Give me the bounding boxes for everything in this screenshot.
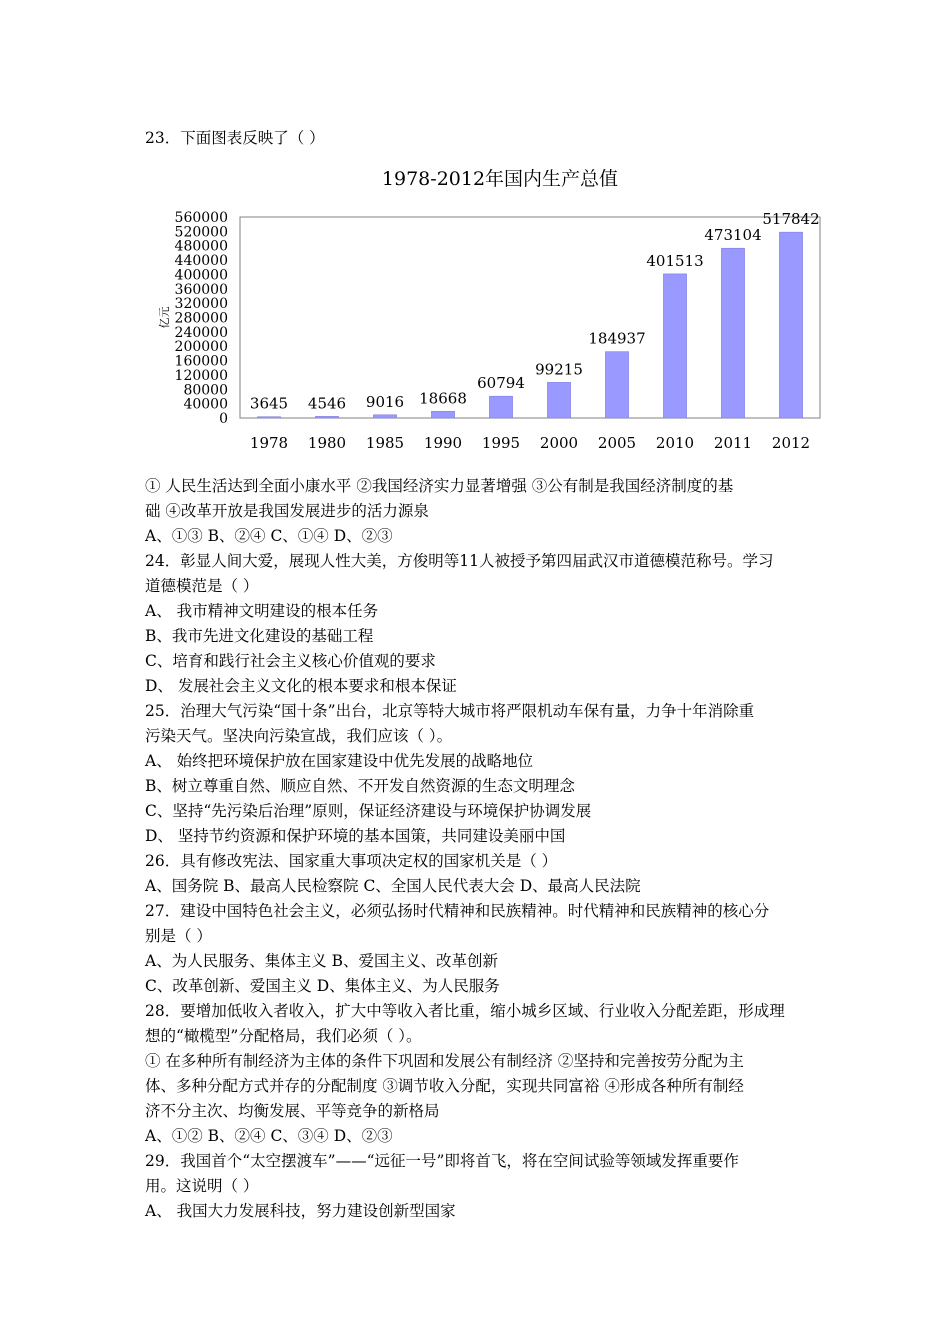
text-line: A、为人民服务、集体主义 B、爱国主义、改革创新 — [145, 952, 499, 970]
text-line: 29．我国首个“太空摆渡车”——“远征一号”即将首飞，将在空间试验等领域发挥重要作 — [145, 1152, 739, 1170]
x-tick-label: 1990 — [423, 434, 463, 452]
text-line: A、 我市精神文明建设的根本任务 — [145, 602, 379, 620]
y-tick-label: 360000 — [174, 281, 228, 298]
text-line: A、国务院 B、最高人民检察院 C、全国人民代表大会 D、最高人民法院 — [145, 877, 641, 895]
bar — [779, 232, 802, 418]
text-line: 想的“橄榄型”分配格局，我们必须（ ）。 — [145, 1027, 422, 1045]
x-tick-label: 1980 — [307, 434, 347, 452]
bar — [721, 248, 744, 418]
text-line: C、改革创新、爱国主义 D、集体主义、为人民服务 — [145, 977, 500, 995]
text-line: 济不分主次、均衡发展、平等竞争的新格局 — [145, 1102, 440, 1120]
y-tick-label: 560000 — [174, 210, 228, 226]
data-label: 9016 — [365, 392, 405, 411]
text-line: B、树立尊重自然、顺应自然、不开发自然资源的生态文明理念 — [145, 777, 575, 795]
y-tick-label: 520000 — [174, 224, 228, 241]
data-label: 473104 — [704, 226, 762, 245]
y-tick-label: 280000 — [174, 310, 228, 327]
y-tick-label: 480000 — [174, 238, 228, 255]
gdp-chart — [160, 160, 840, 460]
text-line: B、我市先进文化建设的基础工程 — [145, 627, 374, 645]
question-23-options-line-2: 础 ④改革开放是我国发展进步的活力源泉 — [145, 502, 429, 520]
text-line: 体、多种分配方式并存的分配制度 ③调节收入分配，实现共同富裕 ④形成各种所有制经 — [145, 1077, 744, 1095]
bar — [663, 274, 686, 418]
text-line: A、 我国大力发展科技，努力建设创新型国家 — [145, 1202, 456, 1220]
x-tick-label: 1985 — [365, 434, 405, 452]
y-tick-label: 40000 — [183, 396, 228, 413]
data-label: 401513 — [646, 251, 704, 270]
text-line: 污染天气。坚决向污染宣战，我们应该（ ）。 — [145, 727, 453, 745]
gdp-chart-svg — [160, 160, 840, 460]
text-line: C、坚持“先污染后治理”原则，保证经济建设与环境保护协调发展 — [145, 802, 592, 820]
y-tick-label: 160000 — [174, 353, 228, 370]
text-line: 别是（ ） — [145, 927, 212, 945]
y-tick-label: 400000 — [174, 267, 228, 284]
bar — [373, 415, 396, 418]
y-tick-label: 240000 — [174, 324, 228, 341]
text-line: 26．具有修改宪法、国家重大事项决定权的国家机关是（ ） — [145, 852, 558, 870]
text-line: C、培育和践行社会主义核心价值观的要求 — [145, 652, 436, 670]
text-line: 25．治理大气污染“国十条”出台，北京等特大城市将严限机动车保有量，力争十年消除重 — [145, 702, 755, 720]
x-tick-label: 1978 — [249, 434, 289, 452]
x-tick-label: 2012 — [771, 434, 811, 452]
y-tick-label: 0 — [219, 411, 228, 427]
text-line: 24．彰显人间大爱，展现人性大美，方俊明等11人被授予第四届武汉市道德模范称号。学习 — [145, 552, 774, 570]
y-tick-label: 120000 — [174, 367, 228, 384]
x-tick-label: 2010 — [655, 434, 695, 452]
bar — [605, 352, 628, 418]
data-label: 4546 — [307, 394, 347, 413]
y-tick-label: 80000 — [183, 382, 228, 399]
data-label: 18668 — [419, 389, 467, 408]
question-23-choices: A、①③ B、②④ C、①④ D、②③ — [145, 527, 393, 545]
x-tick-label: 2000 — [539, 434, 579, 452]
text-line: 28．要增加低收入者收入，扩大中等收入者比重，缩小城乡区域、行业收入分配差距，形成理 — [145, 1002, 785, 1020]
bar — [431, 411, 454, 418]
text-line: D、 坚持节约资源和保护环境的基本国策，共同建设美丽中国 — [145, 827, 566, 845]
data-label: 517842 — [762, 210, 820, 229]
data-label: 184937 — [588, 329, 646, 348]
x-tick-label: 1995 — [481, 434, 521, 452]
bar — [489, 396, 512, 418]
data-label: 60794 — [477, 374, 525, 393]
text-line: 用。这说明（ ） — [145, 1177, 259, 1195]
bar — [547, 382, 570, 418]
y-tick-label: 440000 — [174, 253, 228, 270]
text-line: D、 发展社会主义文化的根本要求和根本保证 — [145, 677, 457, 695]
text-line: ① 在多种所有制经济为主体的条件下巩固和发展公有制经济 ②坚持和完善按劳分配为主 — [145, 1052, 744, 1070]
text-line: A、①② B、②④ C、③④ D、②③ — [145, 1127, 393, 1145]
question-23-options-line-1: ① 人民生活达到全面小康水平 ②我国经济实力显著增强 ③公有制是我国经济制度的基 — [145, 477, 734, 495]
bar — [315, 416, 338, 418]
bar — [257, 417, 280, 418]
text-line: 道德模范是（ ） — [145, 577, 259, 595]
x-tick-label: 2005 — [597, 434, 637, 452]
y-tick-label: 200000 — [174, 339, 228, 356]
text-line: A、 始终把环境保护放在国家建设中优先发展的战略地位 — [145, 752, 534, 770]
data-label: 3645 — [249, 394, 289, 413]
data-label: 99215 — [535, 360, 583, 379]
y-axis-label: 亿元 — [158, 306, 171, 329]
x-tick-label: 2011 — [713, 434, 753, 452]
chart-title: 1978-2012年国内生产总值 — [381, 168, 619, 190]
y-tick-label: 320000 — [174, 296, 228, 313]
text-line: 27．建设中国特色社会主义，必须弘扬时代精神和民族精神。时代精神和民族精神的核心分 — [145, 902, 770, 920]
question-23-stem: 23．下面图表反映了（ ） — [145, 129, 325, 147]
